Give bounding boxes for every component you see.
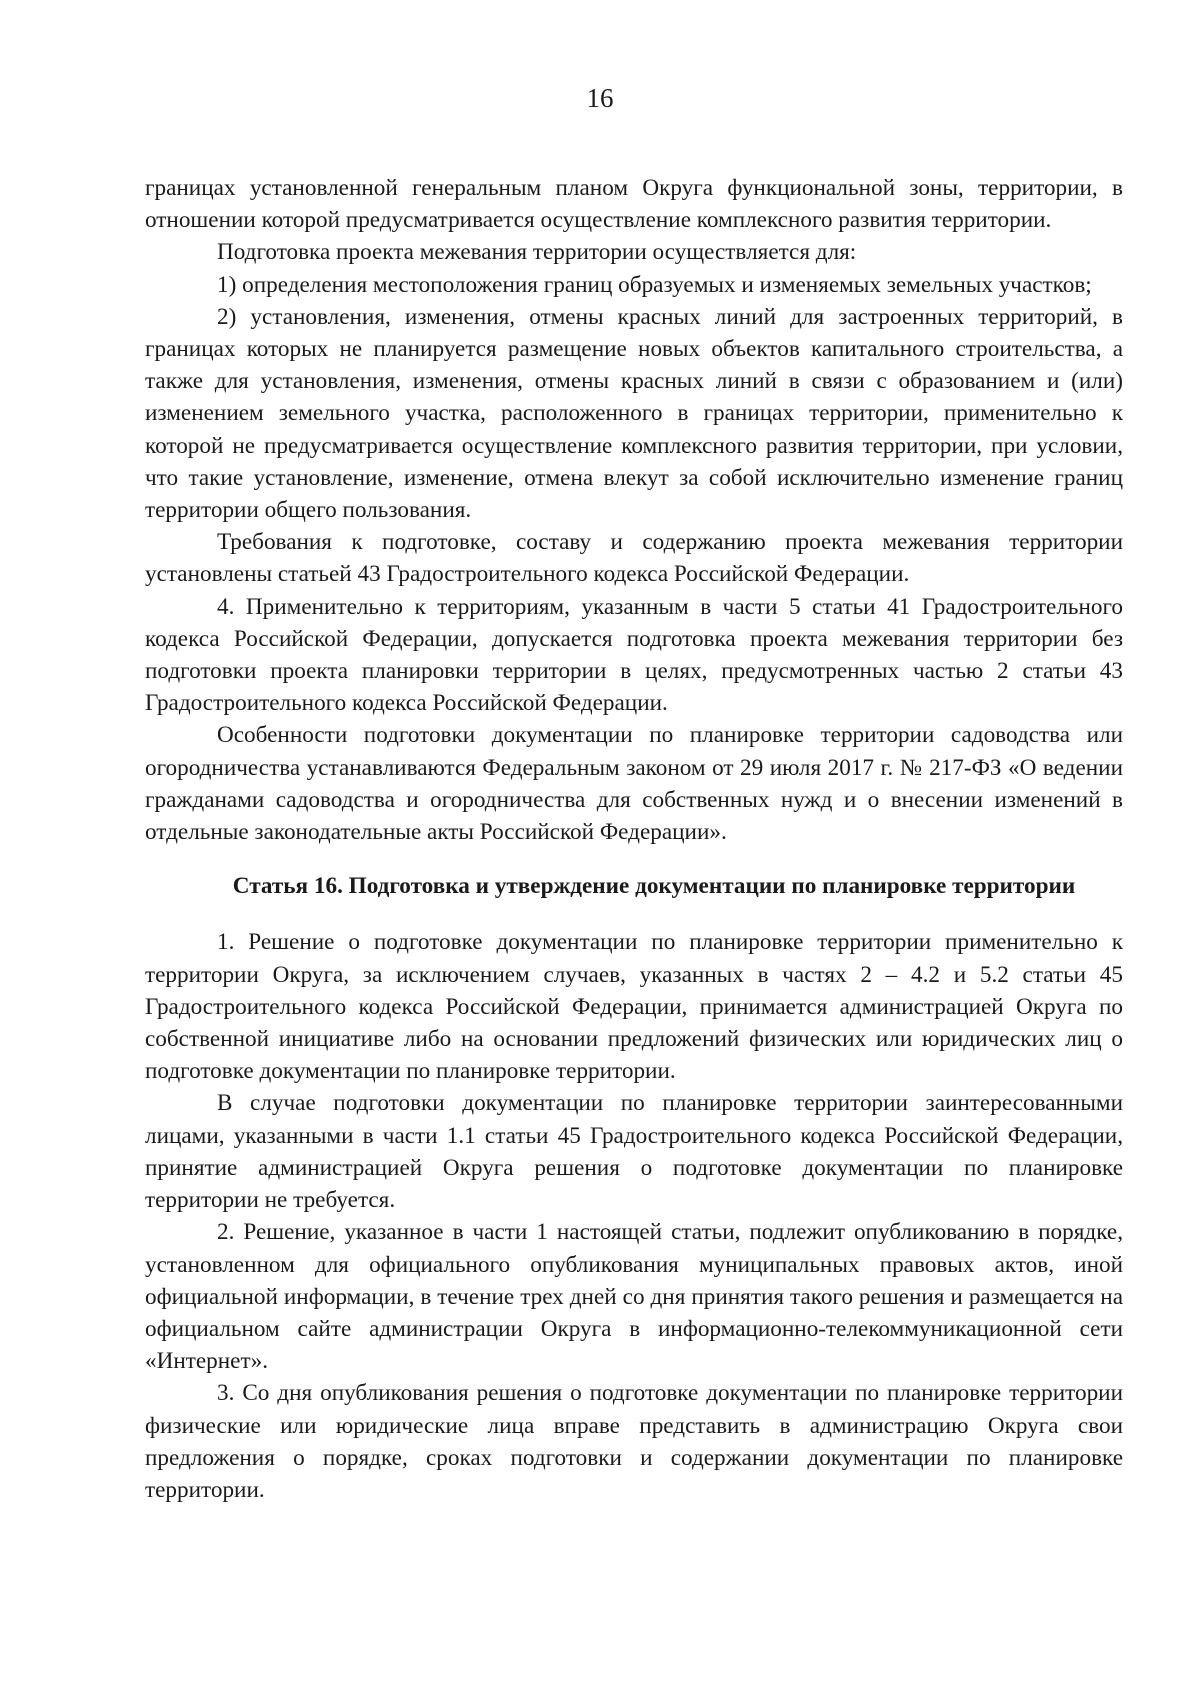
paragraph-list-item: 2) установления, изменения, отмены красных линий для застроенных территорий, в границах которых не планируется размещение новых объектов капитального строительства, а также для установления, изменения, отмены красных линий в связи с образованием и (или) изменением земельного участка, расположенного в границах территории, применительно к которой не предусматривается осуществление комплексного развития территории, при условии, что такие установление, изменение, отмена влекут за собой исключительно изменение границ территории общего пользования. bbox=[145, 303, 1123, 524]
page-number: 16 bbox=[586, 83, 614, 113]
document-body bbox=[145, 172, 1123, 1506]
paragraph: Требования к подготовке, составу и содержанию проекта межевания территории установлены статьей 43 Градостроительного кодекса Российской Федерации. bbox=[145, 529, 1123, 588]
paragraph-continuation: границах установленной генеральным планом Округа функциональной зоны, территории, в отношении которой предусматривается осуществление комплексного развития территории. bbox=[145, 175, 1123, 234]
paragraph: В случае подготовки документации по планировке территории заинтересованными лицами, указанными в части 1.1 статьи 45 Градостроительного кодекса Российской Федерации, принятие администрацией Округа решения о подготовке документации по планировке территории не требуется. bbox=[145, 1090, 1123, 1214]
paragraph: 2. Решение, указанное в части 1 настоящей статьи, подлежит опубликованию в порядке, установленном для официального опубликования муниципальных правовых актов, иной официальной информации, в течение трех дней со дня принятия такого решения и размещается на официальном сайте администрации Округа в информационно-телекоммуникационной сети «Интернет». bbox=[145, 1219, 1123, 1375]
paragraph: 4. Применительно к территориям, указанным в части 5 статьи 41 Градостроительного кодекса Российской Федерации, допускается подготовка проекта межевания территории без подготовки проекта планировки территории в целях, предусмотренных частью 2 статьи 43 Градостроительного кодекса Российской Федерации. bbox=[145, 593, 1123, 717]
paragraph: Особенности подготовки документации по планировке территории садоводства или огородничества устанавливаются Федеральным законом от 29 июля 2017 г. № 217-ФЗ «О ведении гражданами садоводства и огородничества для собственных нужд и о внесении изменений в отдельные законодательные акты Российской Федерации». bbox=[145, 722, 1123, 846]
paragraph: Подготовка проекта межевания территории осуществляется для: bbox=[217, 239, 857, 266]
article-heading: Статья 16. Подготовка и утверждение документации по планировке территории bbox=[232, 873, 1076, 900]
paragraph: 3. Со дня опубликования решения о подготовке документации по планировке территории физические или юридические лица вправе представить в администрацию Округа свои предложения о порядке, сроках подготовки и содержании документации по планировке территории. bbox=[145, 1380, 1123, 1503]
paragraph: 1. Решение о подготовке документации по планировке территории применительно к территории Округа, за исключением случаев, указанных в частях 2 – 4.2 и 5.2 статьи 45 Градостроительного кодекса Российской Федерации, принимается администрацией Округа по собственной инициативе либо на основании предложений физических или юридических лиц о подготовке документации по планировке территории. bbox=[145, 929, 1123, 1085]
paragraph-list-item: 1) определения местоположения границ образуемых и изменяемых земельных участков; bbox=[217, 271, 1092, 298]
